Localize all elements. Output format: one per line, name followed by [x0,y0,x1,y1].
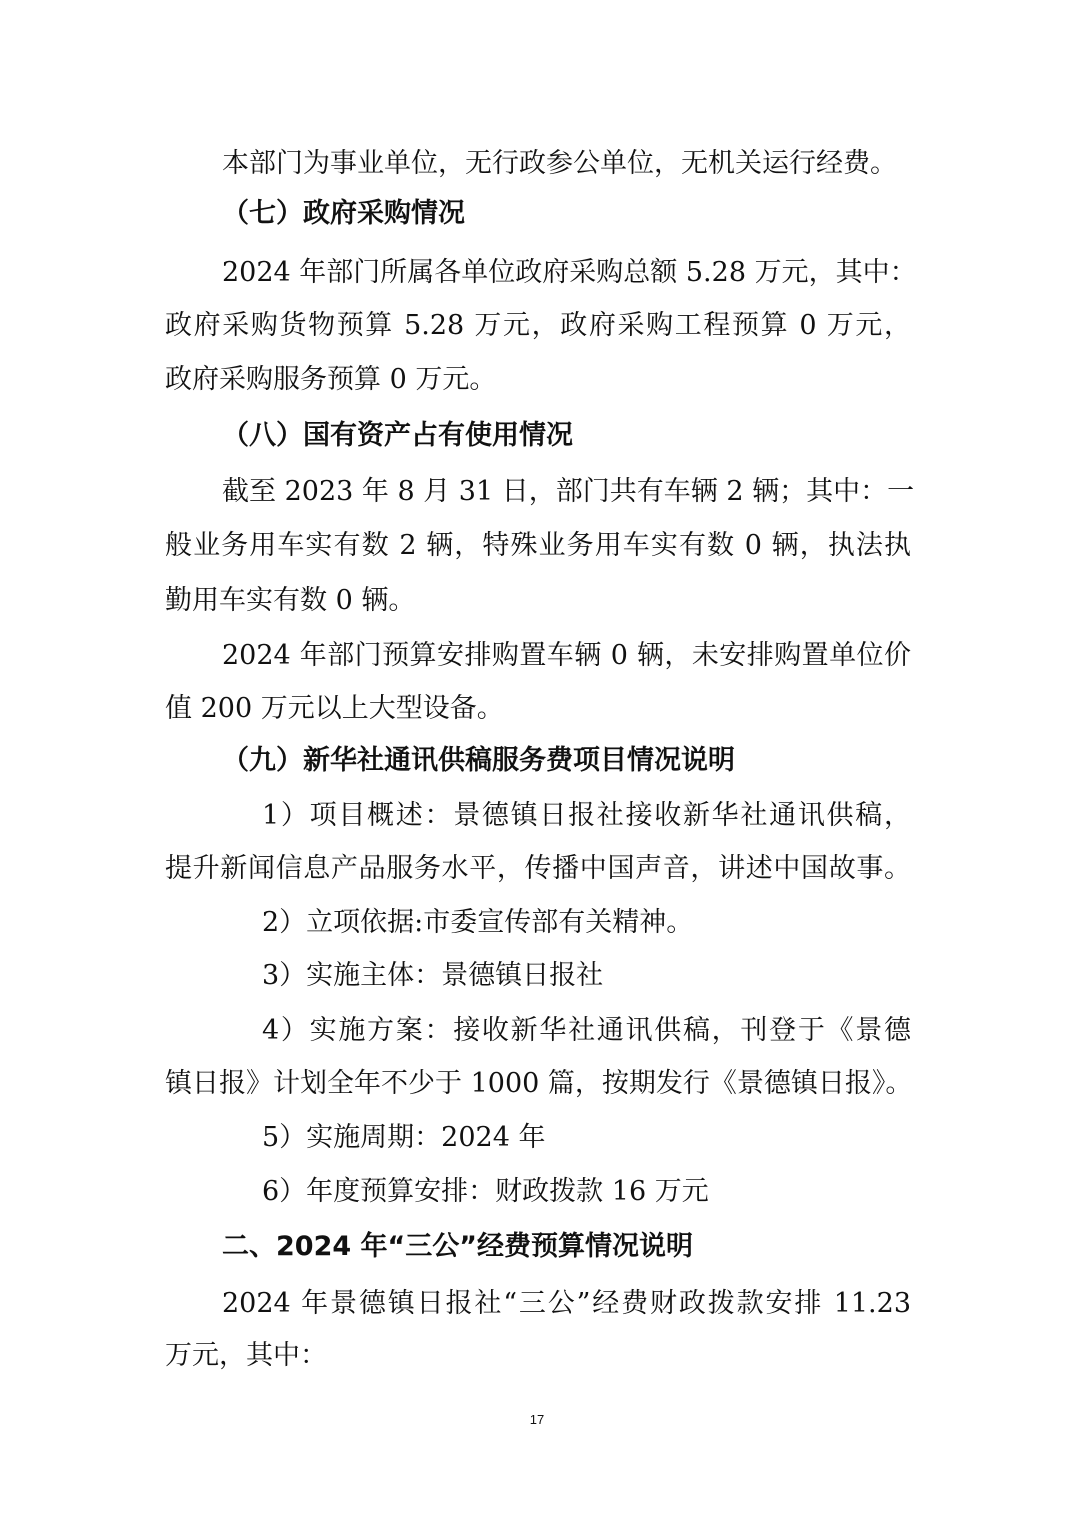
section-heading: （九）新华社通讯供稿服务费项目情况说明 [222,745,735,776]
paragraph-line: 5）实施周期：2024 年 [262,1122,546,1153]
paragraph-line: 般业务用车实有数 2 辆，特殊业务用车实有数 0 辆，执法执 [165,530,911,561]
paragraph-line: 勤用车实有数 0 辆。 [165,585,416,616]
paragraph-line: 政府采购货物预算 5.28 万元，政府采购工程预算 0 万元， [165,310,911,341]
paragraph-line: 镇日报》计划全年不少于 1000 篇，按期发行《景德镇日报》。 [165,1068,913,1099]
section-heading: （七）政府采购情况 [222,198,465,229]
paragraph-line: 2）立项依据:市委宣传部有关精神。 [262,907,694,938]
chapter-heading: 二、2024 年“三公”经费预算情况说明 [222,1231,694,1262]
paragraph-line: 政府采购服务预算 0 万元。 [165,364,497,395]
paragraph-line: 本部门为事业单位，无行政参公单位，无机关运行经费。 [222,148,897,179]
paragraph-line: 万元，其中： [165,1340,327,1371]
page-number: 17 [529,1412,545,1427]
paragraph-line: 4）实施方案：接收新华社通讯供稿，刊登于《景德 [262,1015,911,1046]
paragraph-line: 1）项目概述：景德镇日报社接收新华社通讯供稿， [262,800,911,831]
paragraph-line: 2024 年景德镇日报社“三公”经费财政拨款安排 11.23 [222,1288,911,1319]
paragraph-line: 2024 年部门预算安排购置车辆 0 辆，未安排购置单位价 [222,640,911,671]
paragraph-line: 截至 2023 年 8 月 31 日，部门共有车辆 2 辆；其中：一 [222,476,915,507]
paragraph-line: 6）年度预算安排：财政拨款 16 万元 [262,1176,709,1207]
paragraph-line: 提升新闻信息产品服务水平，传播中国声音，讲述中国故事。 [165,853,911,884]
section-heading: （八）国有资产占有使用情况 [222,420,573,451]
paragraph-line: 值 200 万元以上大型设备。 [165,693,504,724]
paragraph-line: 2024 年部门所属各单位政府采购总额 5.28 万元，其中： [222,257,917,288]
paragraph-line: 3）实施主体：景德镇日报社 [262,960,604,991]
